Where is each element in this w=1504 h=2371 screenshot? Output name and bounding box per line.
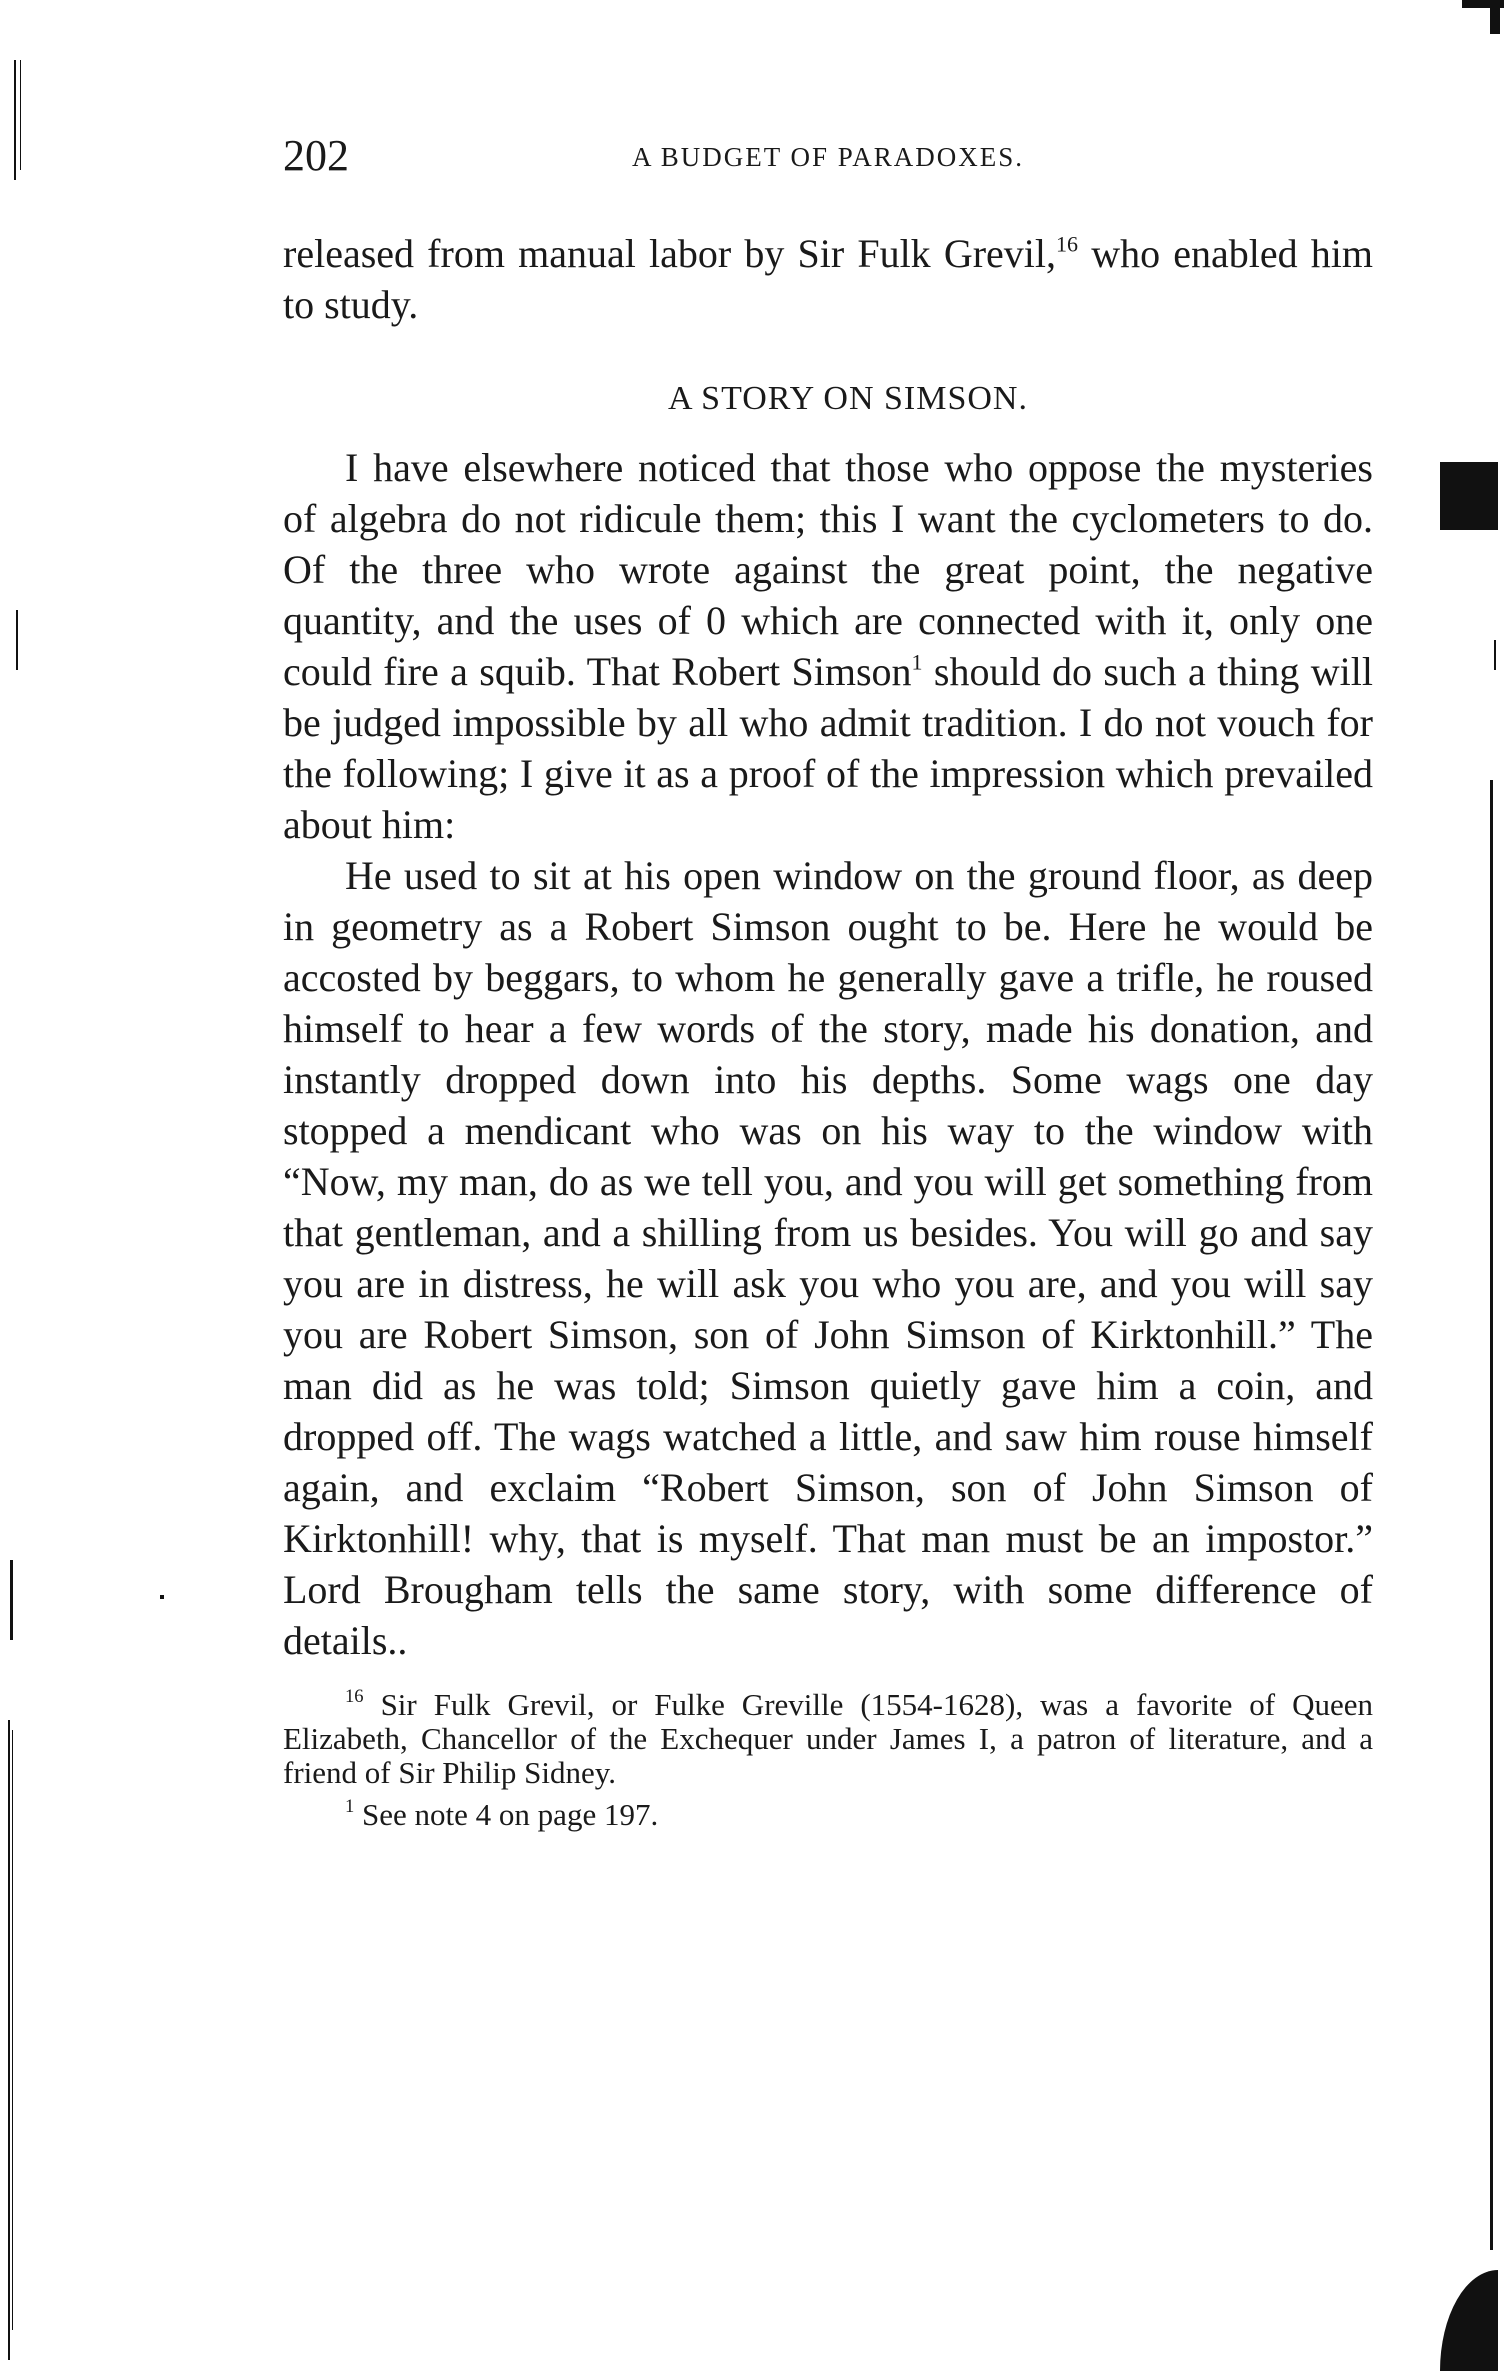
footnote-marker: 1 [345,1795,355,1817]
footnote: $^{16}$ Sir Fulk Grevil, or Fulke Greville (1554-1628), was a favorite of Queen Elizabeth, Chancellor of the Exchequer under James I, a patron of literature, and a friend of Sir Philip Sidney. [283,1685,1373,1790]
page-number: 202 [283,131,349,180]
section-heading: A STORY ON SIMSON. [668,380,1028,417]
scan-margin-line [20,60,21,170]
scan-margin-line [8,1720,10,2360]
scan-tab-mark [1440,462,1498,530]
page-header [283,130,1373,190]
footnote-marker: 16 [345,1685,364,1707]
running-title: A BUDGET OF PARADOXES. [631,142,1025,172]
footnote: $^1$ See note 4 on page 197. [345,1795,659,1832]
paragraph-1: I have elsewhere noticed that those who oppose the mysteries of algebra do not ridicule them; this I want the cyclometers to do. Of the three who wrote against the great point, the negative quantity, and the uses of 0 which are connected with it, only one could fire a squib. That Robert Simson$^1$ should do such a thing will be judged impossible by all who admit tradition. I do not vouch for the following; I give it as a proof of the impression which prevailed about him: [283,445,1373,847]
body-text [283,228,1373,1840]
scan-margin-line [1494,640,1496,670]
scan-corner-mark [1440,2270,1498,2371]
footnote-ref: 16 [1056,231,1079,257]
scan-margin-line [16,610,18,670]
scan-margin-line [10,1560,13,1640]
scan-margin-line [12,1730,13,2330]
scan-margin-line [14,60,16,180]
scan-corner-mark [1490,0,1500,34]
intro-paragraph: released from manual labor by Sir Fulk Grevil,$^{16}$ who enabled him to study. [283,231,1373,327]
scan-dot [160,1595,164,1599]
footnotes [283,1685,1373,1832]
footnote-ref: 1 [911,649,923,675]
paragraph-2: He used to sit at his open window on the ground floor, as deep in geometry as a Robert Simson ought to be. Here he would be accosted by beggars, to whom he generally gave a trifle, he roused himself to hear a few words of the story, made his donation, and instantly dropped down into his depths. Some wags one day stopped a mendicant who was on his way to the window with “Now, my man, do as we tell you, and you will get something from that gentleman, and a shilling from us besides. You will go and say you are in distress, he will ask you who you are, and you will say you are Robert Simson, son of John Simson of Kirktonhill.” The man did as he was told; Simson quietly gave him a coin, and dropped off. The wags watched a little, and saw him rouse himself again, and exclaim “Robert Simson, son of John Simson of Kirktonhill! why, that is myself. That man must be an impostor.” Lord Brougham tells the same story, with some difference of details.. [283,853,1373,1663]
scan-margin-line [1490,780,1493,2250]
